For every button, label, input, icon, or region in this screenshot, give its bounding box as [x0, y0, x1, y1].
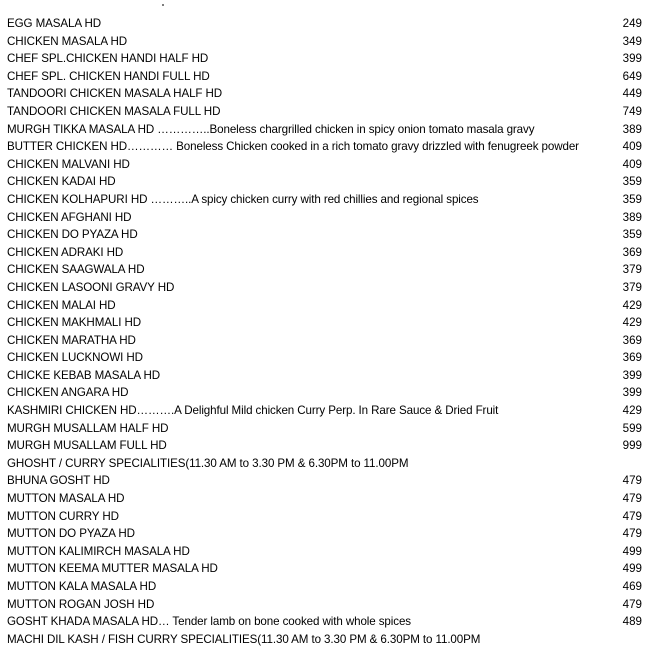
menu-item-price: 449: [622, 87, 642, 101]
menu-item-name: MURGH MUSALLAM HALF HD: [7, 421, 169, 435]
menu-item-price: 359: [622, 175, 642, 189]
menu-item-name: MUTTON MASALA HD: [7, 492, 125, 506]
menu-item-price: 399: [622, 386, 642, 400]
menu-item-price: 369: [622, 351, 642, 365]
menu-item-name: CHEF SPL. CHICKEN HANDI FULL HD: [7, 69, 210, 83]
menu-item-row: [7, 297, 642, 315]
menu-item-row: [7, 191, 642, 209]
menu-item-price: 359: [622, 192, 642, 206]
menu-item-row: [7, 367, 642, 385]
menu-item-name: CHICKEN KOLHAPURI HD ………..A spicy chicken curry with red chillies and regional spices: [7, 192, 479, 206]
menu-item-price: 389: [622, 210, 642, 224]
menu-item-price: 479: [622, 509, 642, 523]
menu-item-name: MUTTON DO PYAZA HD: [7, 527, 135, 541]
menu-item-row: [7, 15, 642, 33]
menu-item-row: [7, 525, 642, 543]
menu-item-price: 409: [622, 140, 642, 154]
menu-item-row: [7, 384, 642, 402]
menu-item-row: [7, 244, 642, 262]
menu-item-name: MUTTON KEEMA MUTTER MASALA HD: [7, 562, 218, 576]
section-heading-row: [7, 455, 642, 473]
menu-item-name: MUTTON CURRY HD: [7, 509, 119, 523]
menu-item-row: [7, 420, 642, 438]
menu-item-price: 379: [622, 280, 642, 294]
menu-item-name: TANDOORI CHICKEN MASALA FULL HD: [7, 104, 221, 118]
menu-item-price: 349: [622, 34, 642, 48]
menu-item-price: 499: [622, 544, 642, 558]
menu-item-row: [7, 402, 642, 420]
menu-item-name: CHICKEN MAKHMALI HD: [7, 316, 142, 330]
menu-item-name: GOSHT KHADA MASALA HD… Tender lamb on bone cooked with whole spices: [7, 615, 411, 629]
menu-item-price: 479: [622, 597, 642, 611]
menu-item-price: 479: [622, 474, 642, 488]
menu-item-row: [7, 437, 642, 455]
menu-item-name: BUTTER CHICKEN HD………… Boneless Chicken cooked in a rich tomato gravy drizzled with fenugreek powder: [7, 140, 579, 154]
menu-item-name: CHICKEN MALAI HD: [7, 298, 116, 312]
menu-item-row: [7, 613, 642, 631]
menu-item-price: 499: [622, 562, 642, 576]
menu-item-row: [7, 508, 642, 526]
menu-item-row: [7, 68, 642, 86]
menu-item-row: [7, 103, 642, 121]
menu-item-name: CHEF SPL.CHICKEN HANDI HALF HD: [7, 52, 209, 66]
menu-item-name: CHICKEN MALVANI HD: [7, 157, 130, 171]
menu-item-row: [7, 543, 642, 561]
menu-item-row: [7, 226, 642, 244]
menu-item-name: EGG MASALA HD: [7, 17, 102, 30]
menu-item-row: [7, 596, 642, 614]
menu-item-price: 389: [622, 122, 642, 136]
menu-item-price: 479: [622, 492, 642, 506]
menu-item-name: CHICKE KEBAB MASALA HD: [7, 368, 161, 382]
menu-item-row: [7, 261, 642, 279]
scan-speck: [162, 4, 164, 6]
menu-item-price: 399: [622, 368, 642, 382]
menu-item-price: 379: [622, 263, 642, 277]
menu-item-name: KASHMIRI CHICKEN HD……….A Delighful Mild chicken Curry Perp. In Rare Sauce & Dried Fruit: [7, 404, 499, 418]
menu-item-price: 409: [622, 157, 642, 171]
menu-item-row: [7, 560, 642, 578]
menu-item-row: [7, 578, 642, 596]
menu-item-row: [7, 472, 642, 490]
menu-item-name: BHUNA GOSHT HD: [7, 474, 110, 488]
menu-item-price: 369: [622, 245, 642, 259]
menu-item-price: 749: [622, 104, 642, 118]
menu-item-name: CHICKEN SAAGWALA HD: [7, 263, 145, 277]
menu-item-name: MUTTON KALA MASALA HD: [7, 580, 157, 593]
menu-item-price: 429: [622, 298, 642, 312]
menu-item-price: 649: [622, 69, 642, 83]
menu-item-name: CHICKEN ANGARA HD: [7, 386, 129, 400]
menu-item-name: CHICKEN LASOONI GRAVY HD: [7, 280, 175, 294]
menu-item-name: CHICKEN AFGHANI HD: [7, 210, 132, 224]
menu-item-price: 599: [622, 421, 642, 435]
menu-item-price: 249: [622, 17, 642, 30]
menu-item-name: CHICKEN ADRAKI HD: [7, 245, 124, 259]
menu-item-row: [7, 156, 642, 174]
menu-item-name: MURGH MUSALLAM FULL HD: [7, 439, 167, 453]
menu-item-name: CHICKEN KADAI HD: [7, 175, 116, 189]
menu-item-row: [7, 33, 642, 51]
menu-item-row: [7, 138, 642, 156]
menu-item-price: 369: [622, 333, 642, 347]
menu-list: [7, 15, 642, 648]
menu-item-name: MURGH TIKKA MASALA HD …………..Boneless chargrilled chicken in spicy onion tomato masala gravy: [7, 122, 535, 136]
menu-item-name: CHICKEN DO PYAZA HD: [7, 228, 138, 242]
menu-item-row: [7, 490, 642, 508]
menu-item-name: TANDOORI CHICKEN MASALA HALF HD: [7, 87, 223, 101]
menu-item-row: [7, 314, 642, 332]
menu-item-price: 469: [622, 580, 642, 593]
menu-item-name: MUTTON KALIMIRCH MASALA HD: [7, 544, 190, 558]
menu-item-price: 429: [622, 316, 642, 330]
menu-item-row: [7, 173, 642, 191]
section-heading-row: [7, 631, 642, 649]
menu-item-price: 489: [622, 615, 642, 629]
menu-item-name: MUTTON ROGAN JOSH HD: [7, 597, 155, 611]
section-heading: GHOSHT / CURRY SPECIALITIES(11.30 AM to 3.30 PM & 6.30PM to 11.00PM: [7, 456, 409, 470]
menu-item-row: [7, 209, 642, 227]
menu-item-price: 359: [622, 228, 642, 242]
section-heading: MACHI DIL KASH / FISH CURRY SPECIALITIES(11.30 AM to 3.30 PM & 6.30PM to 11.00PM: [7, 632, 481, 646]
menu-item-row: [7, 279, 642, 297]
menu-item-row: [7, 121, 642, 139]
menu-item-price: 479: [622, 527, 642, 541]
menu-item-price: 399: [622, 52, 642, 66]
menu-item-row: [7, 50, 642, 68]
menu-item-row: [7, 85, 642, 103]
menu-item-name: CHICKEN MARATHA HD: [7, 333, 136, 347]
menu-item-name: CHICKEN MASALA HD: [7, 34, 128, 48]
menu-item-row: [7, 349, 642, 367]
menu-item-price: 999: [622, 439, 642, 453]
menu-item-row: [7, 332, 642, 350]
menu-item-name: CHICKEN LUCKNOWI HD: [7, 351, 143, 365]
menu-item-price: 429: [622, 404, 642, 418]
